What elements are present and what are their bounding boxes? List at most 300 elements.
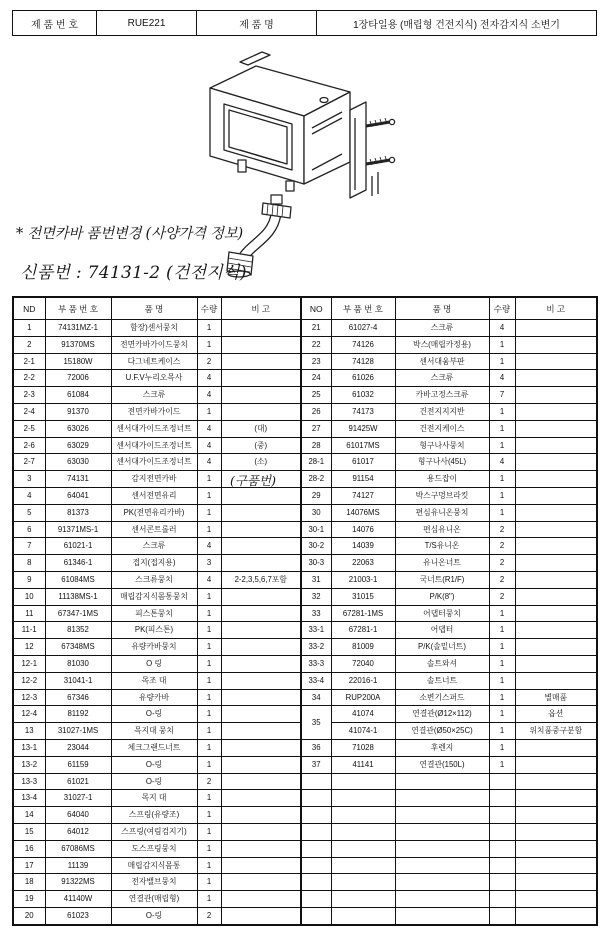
left-no-cell: 12-3 [13, 689, 45, 706]
right-remark-header: 비 고 [515, 297, 597, 320]
left-name-cell: 전면카바가이드뭉치 [111, 336, 197, 353]
right-remark-cell [515, 353, 597, 370]
left-qty-cell: 1 [197, 706, 221, 723]
right-no-cell: 23 [301, 353, 331, 370]
right-name-cell [395, 857, 489, 874]
right-part-no-cell [331, 907, 395, 924]
left-name-cell: 스프링(여림검지기) [111, 823, 197, 840]
left-remark-cell [221, 840, 301, 857]
right-name-cell: 편심유니온 [395, 521, 489, 538]
right-no-cell [301, 891, 331, 908]
right-remark-cell [515, 538, 597, 555]
left-part-no-cell: 63026 [45, 420, 111, 437]
right-qty-cell: 1 [489, 420, 515, 437]
right-no-cell: 26 [301, 403, 331, 420]
table-row [13, 437, 597, 454]
right-part-no-cell: 61026 [331, 370, 395, 387]
right-qty-cell: 4 [489, 454, 515, 471]
new-part-number-note: 신품번 : 74131-2 (건전지식) [20, 263, 247, 283]
left-no-cell: 16 [13, 840, 45, 857]
right-name-cell: 연결관(150L) [395, 756, 489, 773]
left-part-no-cell: 81352 [45, 622, 111, 639]
left-remark-cell [221, 655, 301, 672]
left-part-no-cell: 64040 [45, 807, 111, 824]
left-qty-cell: 1 [197, 807, 221, 824]
right-remark-cell [515, 807, 597, 824]
sensor-box-drawing [210, 52, 395, 198]
left-remark-cell [221, 756, 301, 773]
left-qty-cell: 1 [197, 840, 221, 857]
table-row [13, 605, 597, 622]
right-qty-cell: 2 [489, 521, 515, 538]
left-qty-cell: 1 [197, 622, 221, 639]
left-name-cell: O-링 [111, 706, 197, 723]
right-name-cell: P/K(솔밑너트) [395, 639, 489, 656]
right-name-cell [395, 907, 489, 924]
table-row [13, 555, 597, 572]
right-no-cell [301, 823, 331, 840]
table-row [13, 588, 597, 605]
left-part-no-cell: 67086MS [45, 840, 111, 857]
left-name-cell: 매립감지식몸통 [111, 857, 197, 874]
right-no-cell: 36 [301, 739, 331, 756]
left-part-no-cell: 91370 [45, 403, 111, 420]
left-qty-header: 수량 [197, 297, 221, 320]
right-qty-cell: 7 [489, 387, 515, 404]
right-no-cell: 28-2 [301, 471, 331, 488]
right-part-no-cell: 91154 [331, 471, 395, 488]
right-qty-cell [489, 907, 515, 924]
left-name-header: 품 명 [111, 297, 197, 320]
left-no-cell: 2-1 [13, 353, 45, 370]
left-name-cell: O-링 [111, 907, 197, 924]
table-row [13, 336, 597, 353]
left-part-no-cell: 81373 [45, 504, 111, 521]
right-remark-cell [515, 437, 597, 454]
left-no-cell: 1 [13, 320, 45, 337]
right-remark-cell [515, 739, 597, 756]
left-part-no-cell: 61023 [45, 907, 111, 924]
left-qty-cell: 1 [197, 790, 221, 807]
left-no-cell: 12 [13, 639, 45, 656]
right-remark-cell [515, 370, 597, 387]
left-no-cell: 17 [13, 857, 45, 874]
left-qty-cell: 1 [197, 521, 221, 538]
left-name-cell: O 링 [111, 655, 197, 672]
right-part-no-cell [331, 807, 395, 824]
table-row [13, 454, 597, 471]
right-name-cell [395, 773, 489, 790]
left-part-no-cell: 15180W [45, 353, 111, 370]
right-qty-cell [489, 840, 515, 857]
left-no-cell: 5 [13, 504, 45, 521]
right-no-cell: 30-3 [301, 555, 331, 572]
right-no-cell: 22 [301, 336, 331, 353]
left-remark-cell [221, 622, 301, 639]
left-qty-cell: 3 [197, 555, 221, 572]
left-remark-cell [221, 320, 301, 337]
left-qty-cell: 2 [197, 907, 221, 924]
table-row [13, 420, 597, 437]
left-qty-cell: 1 [197, 891, 221, 908]
table-row [13, 538, 597, 555]
right-remark-cell [515, 387, 597, 404]
right-no-cell: 25 [301, 387, 331, 404]
right-name-cell: 연결관(Ø12×112) [395, 706, 489, 723]
right-part-no-cell: 14076MS [331, 504, 395, 521]
left-no-cell: 11-1 [13, 622, 45, 639]
parts-table [12, 296, 598, 926]
left-name-cell: 연결관(매립형) [111, 891, 197, 908]
left-name-cell: 스크류뭉치 [111, 571, 197, 588]
right-qty-cell: 2 [489, 571, 515, 588]
right-remark-cell: 별매품 [515, 689, 597, 706]
right-part-no-cell: 22016-1 [331, 672, 395, 689]
left-no-cell: 13-2 [13, 756, 45, 773]
right-name-cell: 어댑터 [395, 622, 489, 639]
right-no-cell [301, 874, 331, 891]
right-part-no-cell: 71028 [331, 739, 395, 756]
right-no-cell [301, 907, 331, 924]
right-name-cell [395, 874, 489, 891]
right-qty-cell: 1 [489, 639, 515, 656]
left-no-cell: 4 [13, 487, 45, 504]
right-part-no-cell: 74127 [331, 487, 395, 504]
right-no-cell: 35 [301, 706, 331, 740]
right-qty-cell: 1 [489, 471, 515, 488]
left-qty-cell: 1 [197, 588, 221, 605]
right-part-no-cell [331, 874, 395, 891]
left-name-cell: 유량카바 [111, 689, 197, 706]
right-part-no-cell: 72040 [331, 655, 395, 672]
left-part-no-cell: 91371MS-1 [45, 521, 111, 538]
right-qty-cell: 1 [489, 504, 515, 521]
table-row [13, 521, 597, 538]
left-qty-cell: 1 [197, 723, 221, 740]
left-no-cell: 20 [13, 907, 45, 924]
right-remark-cell [515, 840, 597, 857]
left-qty-cell: 1 [197, 605, 221, 622]
left-no-cell: 12-2 [13, 672, 45, 689]
left-name-cell: 목지 대 [111, 790, 197, 807]
left-remark-cell [221, 538, 301, 555]
left-no-cell: 13-1 [13, 739, 45, 756]
table-row [13, 823, 597, 840]
left-part-no-cell: 91322MS [45, 874, 111, 891]
right-no-cell: 34 [301, 689, 331, 706]
right-qty-cell: 1 [489, 487, 515, 504]
right-no-cell: 33-1 [301, 622, 331, 639]
left-part-no-cell: 41140W [45, 891, 111, 908]
right-qty-cell [489, 857, 515, 874]
right-qty-cell [489, 790, 515, 807]
left-qty-cell: 4 [197, 420, 221, 437]
right-no-cell [301, 773, 331, 790]
left-qty-cell: 4 [197, 387, 221, 404]
table-row [13, 874, 597, 891]
right-part-no-header: 부 품 번 호 [331, 297, 395, 320]
left-remark-cell [221, 588, 301, 605]
right-remark-cell [515, 672, 597, 689]
left-remark-cell [221, 605, 301, 622]
left-name-cell: 센서콘트롤러 [111, 521, 197, 538]
right-remark-cell [515, 891, 597, 908]
left-part-no-header: 부 품 번 호 [45, 297, 111, 320]
right-no-cell: 37 [301, 756, 331, 773]
left-name-cell: 체크그랜드너트 [111, 739, 197, 756]
left-no-cell: 19 [13, 891, 45, 908]
left-remark-cell: (대) [221, 420, 301, 437]
right-remark-cell [515, 622, 597, 639]
left-remark-cell [221, 370, 301, 387]
product-no-value: RUE221 [97, 11, 197, 36]
left-qty-cell: 1 [197, 874, 221, 891]
left-no-header: ND [13, 297, 45, 320]
left-qty-cell: 4 [197, 538, 221, 555]
left-remark-cell: (중) [221, 437, 301, 454]
left-remark-cell: 2-2,3,5,6,7포함 [221, 571, 301, 588]
right-remark-cell: 위치품중구분함 [515, 723, 597, 740]
table-row [13, 891, 597, 908]
table-row [13, 387, 597, 404]
left-name-cell: PK(전면유리카바) [111, 504, 197, 521]
left-name-cell: 감지전면카바 [111, 471, 197, 488]
right-part-no-cell: 74126 [331, 336, 395, 353]
left-qty-cell: 1 [197, 639, 221, 656]
right-qty-header: 수량 [489, 297, 515, 320]
right-name-cell: 건전지케이스 [395, 420, 489, 437]
product-name-label: 제 품 명 [197, 11, 317, 36]
left-remark-cell [221, 353, 301, 370]
right-qty-cell: 1 [489, 336, 515, 353]
right-part-no-cell: 14076 [331, 521, 395, 538]
right-qty-cell: 1 [489, 622, 515, 639]
left-name-cell: PK(피스톤) [111, 622, 197, 639]
left-part-no-cell: 74131MZ-1 [45, 320, 111, 337]
right-qty-cell: 1 [489, 403, 515, 420]
table-row [13, 907, 597, 924]
right-no-cell: 32 [301, 588, 331, 605]
right-part-no-cell: 41074-1 [331, 723, 395, 740]
right-remark-cell [515, 454, 597, 471]
right-name-cell [395, 823, 489, 840]
left-no-cell: 12-4 [13, 706, 45, 723]
left-name-cell: 센서대가이드조정너트 [111, 454, 197, 471]
left-no-cell: 18 [13, 874, 45, 891]
left-name-cell: 전자밸브뭉치 [111, 874, 197, 891]
table-row [13, 622, 597, 639]
right-qty-cell: 1 [489, 437, 515, 454]
left-part-no-cell: 61346-1 [45, 555, 111, 572]
left-qty-cell: 1 [197, 689, 221, 706]
right-name-cell: 연결관(Ø50×25C) [395, 723, 489, 740]
left-name-cell: 함장)센서뭉치 [111, 320, 197, 337]
left-qty-cell: 1 [197, 655, 221, 672]
right-remark-cell [515, 823, 597, 840]
left-no-cell: 9 [13, 571, 45, 588]
left-name-cell: 목지대 뭉치 [111, 723, 197, 740]
left-qty-cell: 2 [197, 353, 221, 370]
left-no-cell: 2-2 [13, 370, 45, 387]
table-row [13, 706, 597, 723]
table-row [13, 756, 597, 773]
right-no-cell [301, 790, 331, 807]
left-qty-cell: 4 [197, 571, 221, 588]
table-row [13, 639, 597, 656]
left-remark-cell [221, 403, 301, 420]
left-part-no-cell: 91370MS [45, 336, 111, 353]
right-no-cell: 24 [301, 370, 331, 387]
table-row [13, 353, 597, 370]
right-no-cell: 30-2 [301, 538, 331, 555]
right-remark-cell [515, 487, 597, 504]
right-name-cell: 소변기스퍼드 [395, 689, 489, 706]
right-part-no-cell [331, 891, 395, 908]
right-remark-cell [515, 655, 597, 672]
table-row [13, 689, 597, 706]
product-no-label: 제 품 번 호 [13, 11, 97, 36]
right-name-cell: T/S유니온 [395, 538, 489, 555]
right-name-cell: 솔트너트 [395, 672, 489, 689]
right-part-no-cell: 91425W [331, 420, 395, 437]
left-remark-cell [221, 672, 301, 689]
left-qty-cell: 1 [197, 471, 221, 488]
right-name-cell: P/K(8") [395, 588, 489, 605]
right-qty-cell: 1 [489, 672, 515, 689]
right-no-cell: 28 [301, 437, 331, 454]
right-name-cell: 스크류 [395, 370, 489, 387]
left-part-no-cell: 64041 [45, 487, 111, 504]
left-qty-cell: 1 [197, 487, 221, 504]
table-row [13, 790, 597, 807]
left-name-cell: 유량카바뭉치 [111, 639, 197, 656]
right-name-cell: 센서대움부판 [395, 353, 489, 370]
right-no-cell: 30 [301, 504, 331, 521]
right-part-no-cell: 61017MS [331, 437, 395, 454]
left-part-no-cell: 11138MS-1 [45, 588, 111, 605]
left-no-cell: 3 [13, 471, 45, 488]
right-qty-cell: 2 [489, 588, 515, 605]
table-row [13, 571, 597, 588]
right-remark-cell [515, 790, 597, 807]
left-part-no-cell: 61021 [45, 773, 111, 790]
left-part-no-cell: 31027-1MS [45, 723, 111, 740]
left-part-no-cell: 61159 [45, 756, 111, 773]
right-qty-cell: 2 [489, 538, 515, 555]
left-no-cell: 13 [13, 723, 45, 740]
left-remark-cell [221, 336, 301, 353]
left-remark-cell [221, 857, 301, 874]
right-part-no-cell: 61032 [331, 387, 395, 404]
left-no-cell: 2-4 [13, 403, 45, 420]
right-part-no-cell [331, 823, 395, 840]
table-row [13, 840, 597, 857]
right-name-cell: 유니온너트 [395, 555, 489, 572]
right-name-cell [395, 891, 489, 908]
left-name-cell: U.F.V누리오목사 [111, 370, 197, 387]
left-part-no-cell: 31027-1 [45, 790, 111, 807]
table-row [13, 487, 597, 504]
left-remark-cell [221, 891, 301, 908]
left-part-no-cell: 81030 [45, 655, 111, 672]
left-no-cell: 8 [13, 555, 45, 572]
table-row [13, 471, 597, 488]
right-qty-cell [489, 823, 515, 840]
left-part-no-cell: 31041-1 [45, 672, 111, 689]
left-qty-cell: 4 [197, 454, 221, 471]
left-name-cell: O-링 [111, 756, 197, 773]
table-row [13, 807, 597, 824]
right-no-cell: 29 [301, 487, 331, 504]
left-part-no-cell: 63030 [45, 454, 111, 471]
left-name-cell: O-링 [111, 773, 197, 790]
table-row [13, 504, 597, 521]
right-remark-cell [515, 588, 597, 605]
left-part-no-cell: 61084 [45, 387, 111, 404]
right-qty-cell [489, 773, 515, 790]
left-part-no-cell: 61084MS [45, 571, 111, 588]
change-note: * 전면카바 품번변경 (사양가격 정보) [16, 226, 243, 242]
right-part-no-cell: RUP200A [331, 689, 395, 706]
left-remark-cell [221, 555, 301, 572]
left-part-no-cell: 11139 [45, 857, 111, 874]
left-no-cell: 2-5 [13, 420, 45, 437]
left-remark-cell [221, 874, 301, 891]
left-remark-cell [221, 387, 301, 404]
left-no-cell: 2-6 [13, 437, 45, 454]
right-name-cell [395, 790, 489, 807]
right-part-no-cell: 14039 [331, 538, 395, 555]
left-remark-cell: (소) [221, 454, 301, 471]
right-qty-cell: 4 [489, 370, 515, 387]
left-qty-cell: 1 [197, 823, 221, 840]
right-name-cell: 박스(매립카정용) [395, 336, 489, 353]
left-no-cell: 11 [13, 605, 45, 622]
left-part-no-cell: 63029 [45, 437, 111, 454]
right-qty-cell: 1 [489, 723, 515, 740]
left-no-cell: 12-1 [13, 655, 45, 672]
left-qty-cell: 4 [197, 370, 221, 387]
right-qty-cell: 4 [489, 320, 515, 337]
left-name-cell: 도스프링뭉치 [111, 840, 197, 857]
table-row [13, 773, 597, 790]
right-remark-cell [515, 420, 597, 437]
right-remark-cell [515, 521, 597, 538]
left-name-cell: 매립감지식몸통뭉치 [111, 588, 197, 605]
left-remark-cell [221, 807, 301, 824]
right-name-cell: 솔트와셔 [395, 655, 489, 672]
right-qty-cell [489, 874, 515, 891]
table-row [13, 655, 597, 672]
product-name-value: 1장타일용 (매립형 건전지식) 전자감지식 소변기 [317, 11, 597, 36]
right-no-cell [301, 840, 331, 857]
left-name-cell: 접지(접지용) [111, 555, 197, 572]
left-remark-cell [221, 521, 301, 538]
left-remark-cell [221, 639, 301, 656]
right-name-cell [395, 840, 489, 857]
right-no-cell: 21 [301, 320, 331, 337]
right-no-cell: 33-2 [301, 639, 331, 656]
left-no-cell: 6 [13, 521, 45, 538]
left-no-cell: 10 [13, 588, 45, 605]
product-illustration [0, 0, 602, 292]
right-no-cell: 33 [301, 605, 331, 622]
table-row [13, 403, 597, 420]
right-name-cell: 박스구멍브라킷 [395, 487, 489, 504]
left-name-cell: 센서대가이드조정너트 [111, 420, 197, 437]
right-qty-cell: 1 [489, 739, 515, 756]
left-remark-cell [221, 706, 301, 723]
